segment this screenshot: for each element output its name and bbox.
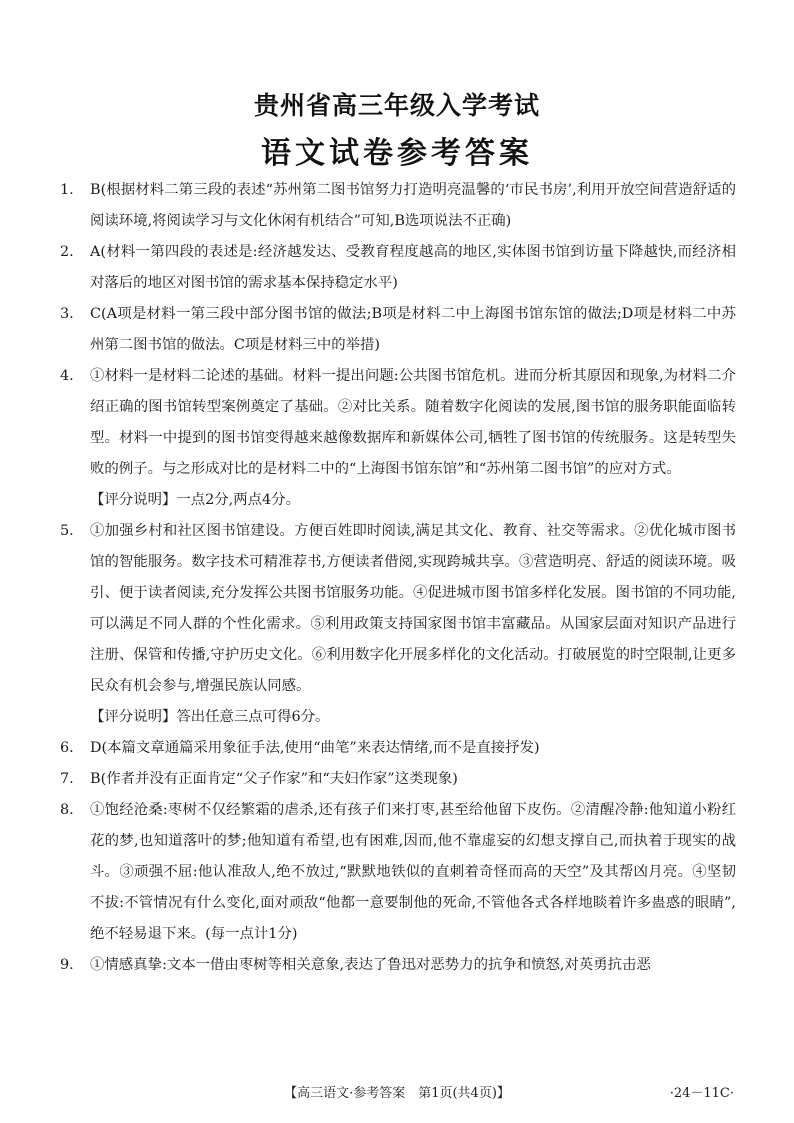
page-footer bbox=[0, 1082, 794, 1106]
scoring-note-4: 【评分说明】一点2分,两点4分。 bbox=[90, 492, 300, 508]
answer-number: 7. bbox=[60, 771, 74, 787]
answer-number: 1. bbox=[60, 182, 74, 198]
answer-text: ①材料一是材料二论述的基础。材料一提出问题:公共图书馆危机。进而分析其原因和现象,为材料二介绍正确的图书馆转型案例奠定了基础。②对比关系。随着数字化阅读的发展,图书馆的服务职能面临转型。材料一中提到的图书馆变得越来越像数据库和新媒体公司,牺牲了图书馆的传统服务。这是转型失败的例子。与之形成对比的是材料二中的“上海图书馆东馆”和“苏州第二图书馆”的应对方式。 bbox=[90, 368, 736, 477]
answer-item-8 bbox=[60, 795, 736, 950]
answer-text: B(根据材料二第三段的表述“苏州第二图书馆努力打造明亮温馨的‘市民书房’,利用开放空间营造舒适的阅读环境,将阅读学习与文化休闲有机结合”可知,B选项说法不正确) bbox=[90, 182, 736, 229]
answer-item-7 bbox=[60, 764, 736, 795]
answer-item-4 bbox=[60, 361, 736, 485]
answer-number: 8. bbox=[60, 802, 74, 818]
answer-text: B(作者并没有正面肯定“父子作家”和“夫妇作家”这类现象) bbox=[90, 771, 458, 787]
answer-text: ①饱经沧桑:枣树不仅经繁霜的虐杀,还有孩子们来打枣,甚至给他留下皮伤。②清醒冷静:他知道小粉红花的梦,也知道落叶的梦;他知道有希望,也有困难,因而,他不靠虚妄的幻想支撑自己,而执着于现实的战斗。③顽强不屈:他认准敌人,绝不放过,“默默地铁似的直刺着奇怪而高的天空”及其帮凶月亮。④坚韧不拔:不管情况有什么变化,面对顽敌“他都一意要制他的死命,不管他各式各样地睒着许多蛊惑的眼睛”,绝不轻易退下来。(每一点计1分) bbox=[90, 802, 736, 942]
exam-title: 贵州省高三年级入学考试 bbox=[253, 91, 540, 120]
answer-list bbox=[60, 175, 736, 981]
answer-text: ①加强乡村和社区图书馆建设。方便百姓即时阅读,满足其文化、教育、社交等需求。②优化城市图书馆的智能服务。数字技术可精准荐书,方便读者借阅,实现跨城共享。③营造明亮、舒适的阅读环境。吸引、便于读者阅读,充分发挥公共图书馆服务功能。④促进城市图书馆多样化发展。图书馆的不同功能,可以满足不同人群的个性化需求。⑤利用政策支持国家图书馆丰富藏品。从国家层面对知识产品进行注册、保管和传播,守护历史文化。⑥利用数字化开展多样化的文化活动。打破展览的时空限制,让更多民众有机会参与,增强民族认同感。 bbox=[90, 523, 736, 694]
answer-item-6 bbox=[60, 733, 736, 764]
answer-item-2 bbox=[60, 237, 736, 299]
answer-item-1 bbox=[60, 175, 736, 237]
answer-number: 5. bbox=[60, 523, 74, 539]
footer-page-info: 【高三语文·参考答案 第1页(共4页)】 bbox=[284, 1086, 510, 1101]
answer-number: 6. bbox=[60, 740, 74, 756]
answer-text: C(A项是材料一第三段中部分图书馆的做法;B项是材料二中上海图书馆东馆的做法;D项是材料二中苏州第二图书馆的做法。C项是材料三中的举措) bbox=[90, 306, 736, 353]
answer-key-title: 语文试卷参考答案 bbox=[261, 136, 533, 171]
answer-number: 3. bbox=[60, 306, 74, 322]
answer-item-5 bbox=[60, 516, 736, 702]
answer-item-9 bbox=[60, 950, 736, 981]
footer-code: ·24－11C· bbox=[669, 1086, 734, 1101]
answer-number: 2. bbox=[60, 244, 74, 260]
answer-item-3 bbox=[60, 299, 736, 361]
answer-number: 4. bbox=[60, 368, 74, 384]
answer-text: D(本篇文章通篇采用象征手法,使用“曲笔”来表达情绪,而不是直接抒发) bbox=[90, 740, 540, 756]
scoring-note-5: 【评分说明】答出任意三点可得6分。 bbox=[90, 709, 330, 725]
answer-text: ①情感真挚:文本一借由枣树等相关意象,表达了鲁迅对恶势力的抗争和愤怒,对英勇抗击恶 bbox=[90, 957, 651, 973]
answer-text: A(材料一第四段的表述是:经济越发达、受教育程度越高的地区,实体图书馆到访量下降越快,而经济相对落后的地区对图书馆的需求基本保持稳定水平) bbox=[90, 244, 736, 291]
answer-number: 9. bbox=[60, 957, 74, 973]
